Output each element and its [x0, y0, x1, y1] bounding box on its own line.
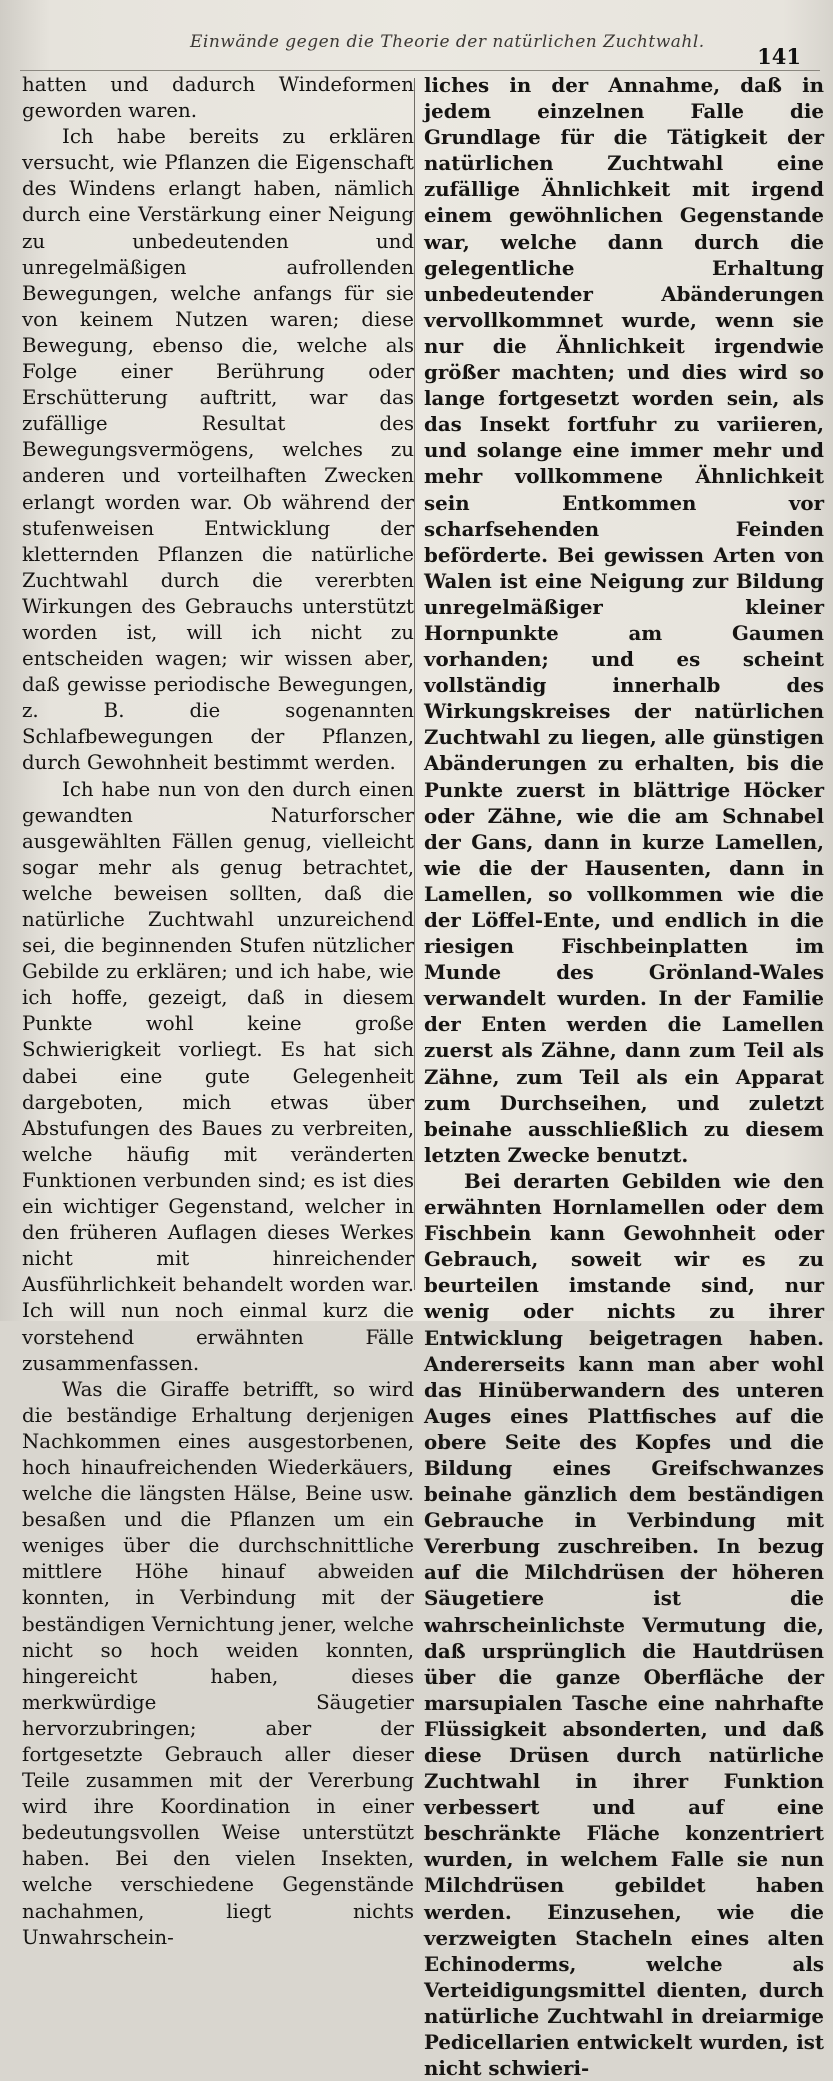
paragraph-giraffe: Was die Giraffe betrifft, so wird die beständige Erhaltung derjenigen Nachkommen eines ausgestorbenen, hoch hinaufreichenden Wiederkäuers, welche die längsten Hälse, Beine usw. besaßen und die Pflanzen um ein weniges über die durchschnittliche mittlere Höhe hinauf abweiden konnten, in Verbindung mit der beständigen Vernichtung jener, welche nicht so hoch weiden konnten, hingereicht haben, dieses merkwürdige Säugetier hervorzubringen; aber der fortgesetzte Gebrauch aller dieser Teile zusammen mit der Vererbung wird ihre Koordination in einer bedeutungsvollen Weise unterstützt haben. Bei den vielen Insekten, welche verschiedene Gegenstände nachahmen, liegt nichts Unwahrschein- [22, 1377, 414, 1949]
page-number: 141 [757, 44, 801, 69]
header-rule [20, 70, 820, 71]
left-column [22, 72, 414, 1951]
running-header: Einwände gegen die Theorie der natürlichen Zuchtwahl. [190, 32, 705, 52]
paragraph-horn-lamellae: Bei derarten Gebilden wie den erwähnten Hornlamellen oder dem Fischbein kann Gewohnheit oder Gebrauch, soweit wir es zu beurteilen imstande sind, nur wenig oder nichts zu ihrer Entwicklung beigetragen haben. Andererseits kann man aber wohl das Hinüberwandern des unteren Auges eines Plattfisches auf die obere Seite des Kopfes und die Bildung eines Greifschwanzes beinahe gänzlich dem beständigen Gebrauche in Verbindung mit Vererbung zuschreiben. In bezug auf die Milchdrüsen der höheren Säugetiere ist die wahrscheinlichste Vermutung die, daß ursprünglich die Hautdrüsen über die ganze Oberfläche der marsupialen Tasche eine nahrhafte Flüssigkeit absonderten, und daß diese Drüsen durch natürliche Zuchtwahl in ihrer Funktion verbessert und auf eine beschränkte Fläche konzentriert wurden, in welchem Falle sie nun Milchdrüsen gebildet haben werden. Einzusehen, wie die verzweigten Stacheln eines alten Echinoderms, welche als Verteidigungsmittel dienten, durch natürliche Zuchtwahl in dreiarmige Pedicellarien entwickelt wurden, ist nicht schwieri- [424, 1168, 824, 2081]
column-divider [414, 78, 415, 1290]
paragraph-insects-whales: liches in der Annahme, daß in jedem einzelnen Falle die Grundlage für die Tätigkeit der natürlichen Zuchtwahl eine zufällige Ähnlichkeit mit irgend einem gewöhnlichen Gegenstande war, welche dann durch die gelegentliche Erhaltung unbedeutender Abänderungen vervollkommnet wurde, wenn sie nur die Ähnlichkeit irgendwie größer machten; und dies wird so lange fortgesetzt worden sein, als das Insekt fortfuhr zu variieren, und solange eine immer mehr und mehr vollkommene Ähnlichkeit sein Entkommen vor scharfsehenden Feinden beförderte. Bei gewissen Arten von Walen ist eine Neigung zur Bildung unregelmäßiger kleiner Hornpunkte am Gaumen vorhanden; und es scheint vollständig innerhalb des Wirkungskreises der natürlichen Zuchtwahl zu liegen, alle günstigen Abänderungen zu erhalten, bis die Punkte zuerst in blättrige Höcker oder Zähne, wie die am Schnabel der Gans, dann in kurze Lamellen, wie die der Hausenten, dann in Lamellen, so vollkommen wie die der Löffel-Ente, und endlich in die riesigen Fischbeinplatten im Munde des Grönland-Wales verwandelt wurden. In der Familie der Enten werden die Lamellen zuerst als Zähne, dann zum Teil als Zähne, zum Teil als ein Apparat zum Durchseihen, und zuletzt beinahe ausschließlich zu diesem letzten Zwecke benutzt. [424, 73, 824, 1167]
paragraph-climbing-plants: Ich habe bereits zu erklären versucht, wie Pflanzen die Eigenschaft des Windens erlangt haben, nämlich durch eine Verstärkung einer Neigung zu unbedeutenden und unregelmäßigen aufrollenden Bewegungen, welche anfangs für sie von keinem Nutzen waren; diese Bewegung, ebenso die, welche als Folge einer Berührung oder Erschütterung auftritt, war das zufällige Resultat des Bewegungsvermögens, welches zu anderen und vorteilhaften Zwecken erlangt worden war. Ob während der stufenweisen Entwicklung der kletternden Pflanzen die natürliche Zuchtwahl durch die vererbten Wirkungen des Gebrauchs unterstützt worden ist, will ich nicht zu entscheiden wagen; wir wissen aber, daß gewisse periodische Bewegungen, z. B. die sogenannten Schlafbewegungen der Pflanzen, durch Gewohnheit bestimmt werden. [22, 125, 414, 775]
paragraph-naturalist-cases: Ich habe nun von den durch einen gewandten Naturforscher ausgewählten Fällen genug, vielleicht sogar mehr als genug betrachtet, welche beweisen sollten, daß die natürliche Zuchtwahl unzureichend sei, die beginnenden Stufen nützlicher Gebilde zu erklären; und ich habe, wie ich hoffe, gezeigt, daß in diesem Punkte wohl keine große Schwierigkeit vorliegt. Es hat sich dabei eine gute Gelegenheit dargeboten, mich etwas über Abstufungen des Baues zu verbreiten, welche häufig mit veränderten Funktionen verbunden sind; es ist dies ein wichtiger Gegenstand, welcher in den früheren Auflagen dieses Werkes nicht mit hinreichender Ausführlichkeit behandelt worden war. Ich will nun noch einmal kurz die vorstehend erwähnten Fälle zusammenfassen. [22, 777, 414, 1375]
paragraph-continuation: hatten und dadurch Windeformen geworden waren. [22, 73, 414, 123]
right-column [424, 72, 824, 2081]
